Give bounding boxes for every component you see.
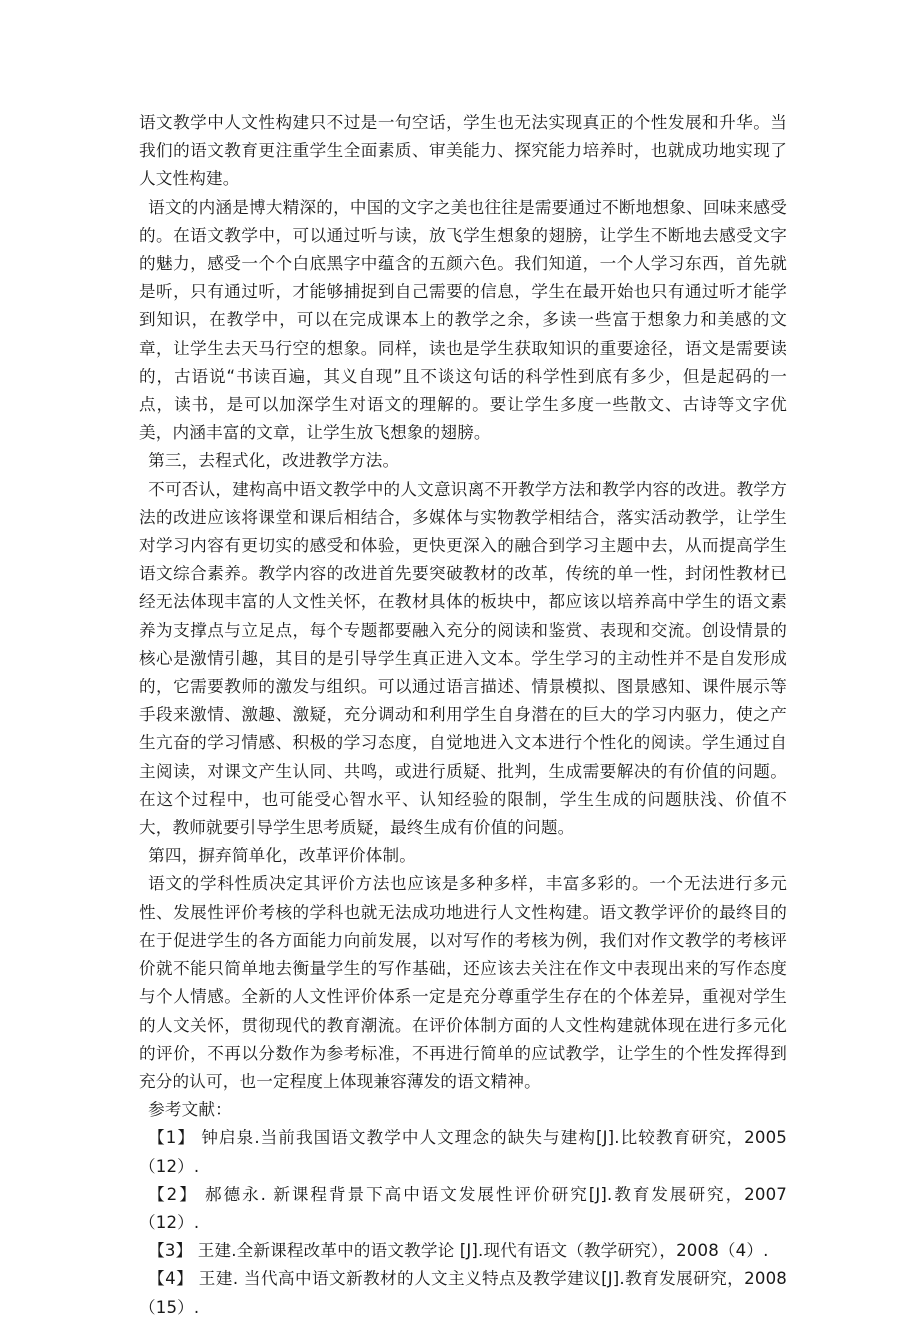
paragraph-evaluation-system: 语文的学科性质决定其评价方法也应该是多种多样，丰富多彩的。一个无法进行多元性、发展性评价考核的学科也就无法成功地进行人文性构建。语文教学评价的最终目的在于促进学生的各方面能力向前发展，以对写作的考核为例，我们对作文教学的考核评价就不能只简单地去衡量学生的写作基础，还应该去关注在作文中表现出来的写作态度与个人情感。全新的人文性评价体系一定是充分尊重学生存在的个体差异，重视对学生的人文关怀，贯彻现代的教育潮流。在评价体制方面的人文性构建就体现在进行多元化的评价，不再以分数作为参考标准，不再进行简单的应试教学，让学生的个性发挥得到充分的认可，也一定程度上体现兼容薄发的语文精神。: [139, 874, 787, 1091]
document-body: [139, 109, 787, 1322]
reference-item-1: 【1】 钟启泉.当前我国语文教学中人文理念的缺失与建构[J].比较教育研究，2005（12）.: [139, 1128, 787, 1176]
section-heading-third: 第三，去程式化，改进教学方法。: [148, 451, 400, 471]
reference-item-4: 【4】 王建. 当代高中语文新教材的人文主义特点及教学建议[J].教育发展研究，2008（15）.: [139, 1269, 787, 1317]
paragraph-intro-conclusion: 语文教学中人文性构建只不过是一句空话，学生也无法实现真正的个性发展和升华。当我们的语文教育更注重学生全面素质、审美能力、探究能力培养时，也就成功地实现了人文性构建。: [139, 113, 787, 189]
references-heading: 参考文献：: [148, 1100, 232, 1120]
reference-item-3: 【3】 王建.全新课程改革中的语文教学论 [J].现代有语文（教学研究），2008（4）.: [148, 1241, 769, 1261]
section-heading-fourth: 第四，摒弃简单化，改革评价体制。: [148, 846, 417, 866]
paragraph-teaching-method: 不可否认，建构高中语文教学中的人文意识离不开教学方法和教学内容的改进。教学方法的改进应该将课堂和课后相结合，多媒体与实物教学相结合，落实活动教学，让学生对学习内容有更切实的感受和体验，更快更深入的融合到学习主题中去，从而提高学生语文综合素养。教学内容的改进首先要突破教材的改革，传统的单一性，封闭性教材已经无法体现丰富的人文性关怀，在教材具体的板块中，都应该以培养高中学生的语文素养为支撑点与立足点，每个专题都要融入充分的阅读和鉴赏、表现和交流。创设情景的核心是激情引趣，其目的是引导学生真正进入文本。学生学习的主动性并不是自发形成的，它需要教师的激发与组织。可以通过语言描述、情景模拟、图景感知、课件展示等手段来激情、激趣、激疑，充分调动和利用学生自身潜在的巨大的学习内驱力，使之产生亢奋的学习情感、积极的学习态度，自觉地进入文本进行个性化的阅读。学生通过自主阅读，对课文产生认同、共鸣，或进行质疑、批判，生成需要解决的有价值的问题。在这个过程中，也可能受心智水平、认知经验的限制，学生生成的问题肤浅、价值不大，教师就要引导学生思考质疑，最终生成有价值的问题。: [139, 479, 787, 838]
reference-item-2: 【2】 郝德永. 新课程背景下高中语文发展性评价研究[J].教育发展研究，2007（12）.: [139, 1184, 787, 1232]
paragraph-listening-reading: 语文的内涵是博大精深的，中国的文字之美也往往是需要通过不断地想象、回味来感受的。在语文教学中，可以通过听与读，放飞学生想象的翅膀，让学生不断地去感受文字的魅力，感受一个个白底黑字中蕴含的五颜六色。我们知道，一个人学习东西，首先就是听，只有通过听，才能够捕捉到自己需要的信息，学生在最开始也只有通过听才能学到知识，在教学中，可以在完成课本上的教学之余，多读一些富于想象力和美感的文章，让学生去天马行空的想象。同样，读也是学生获取知识的重要途径，语文是需要读的，古语说“书读百遍，其义自现”且不谈这句话的科学性到底有多少，但是起码的一点，读书，是可以加深学生对语文的理解的。要让学生多度一些散文、古诗等文字优美，内涵丰富的文章，让学生放飞想象的翅膀。: [139, 197, 787, 443]
